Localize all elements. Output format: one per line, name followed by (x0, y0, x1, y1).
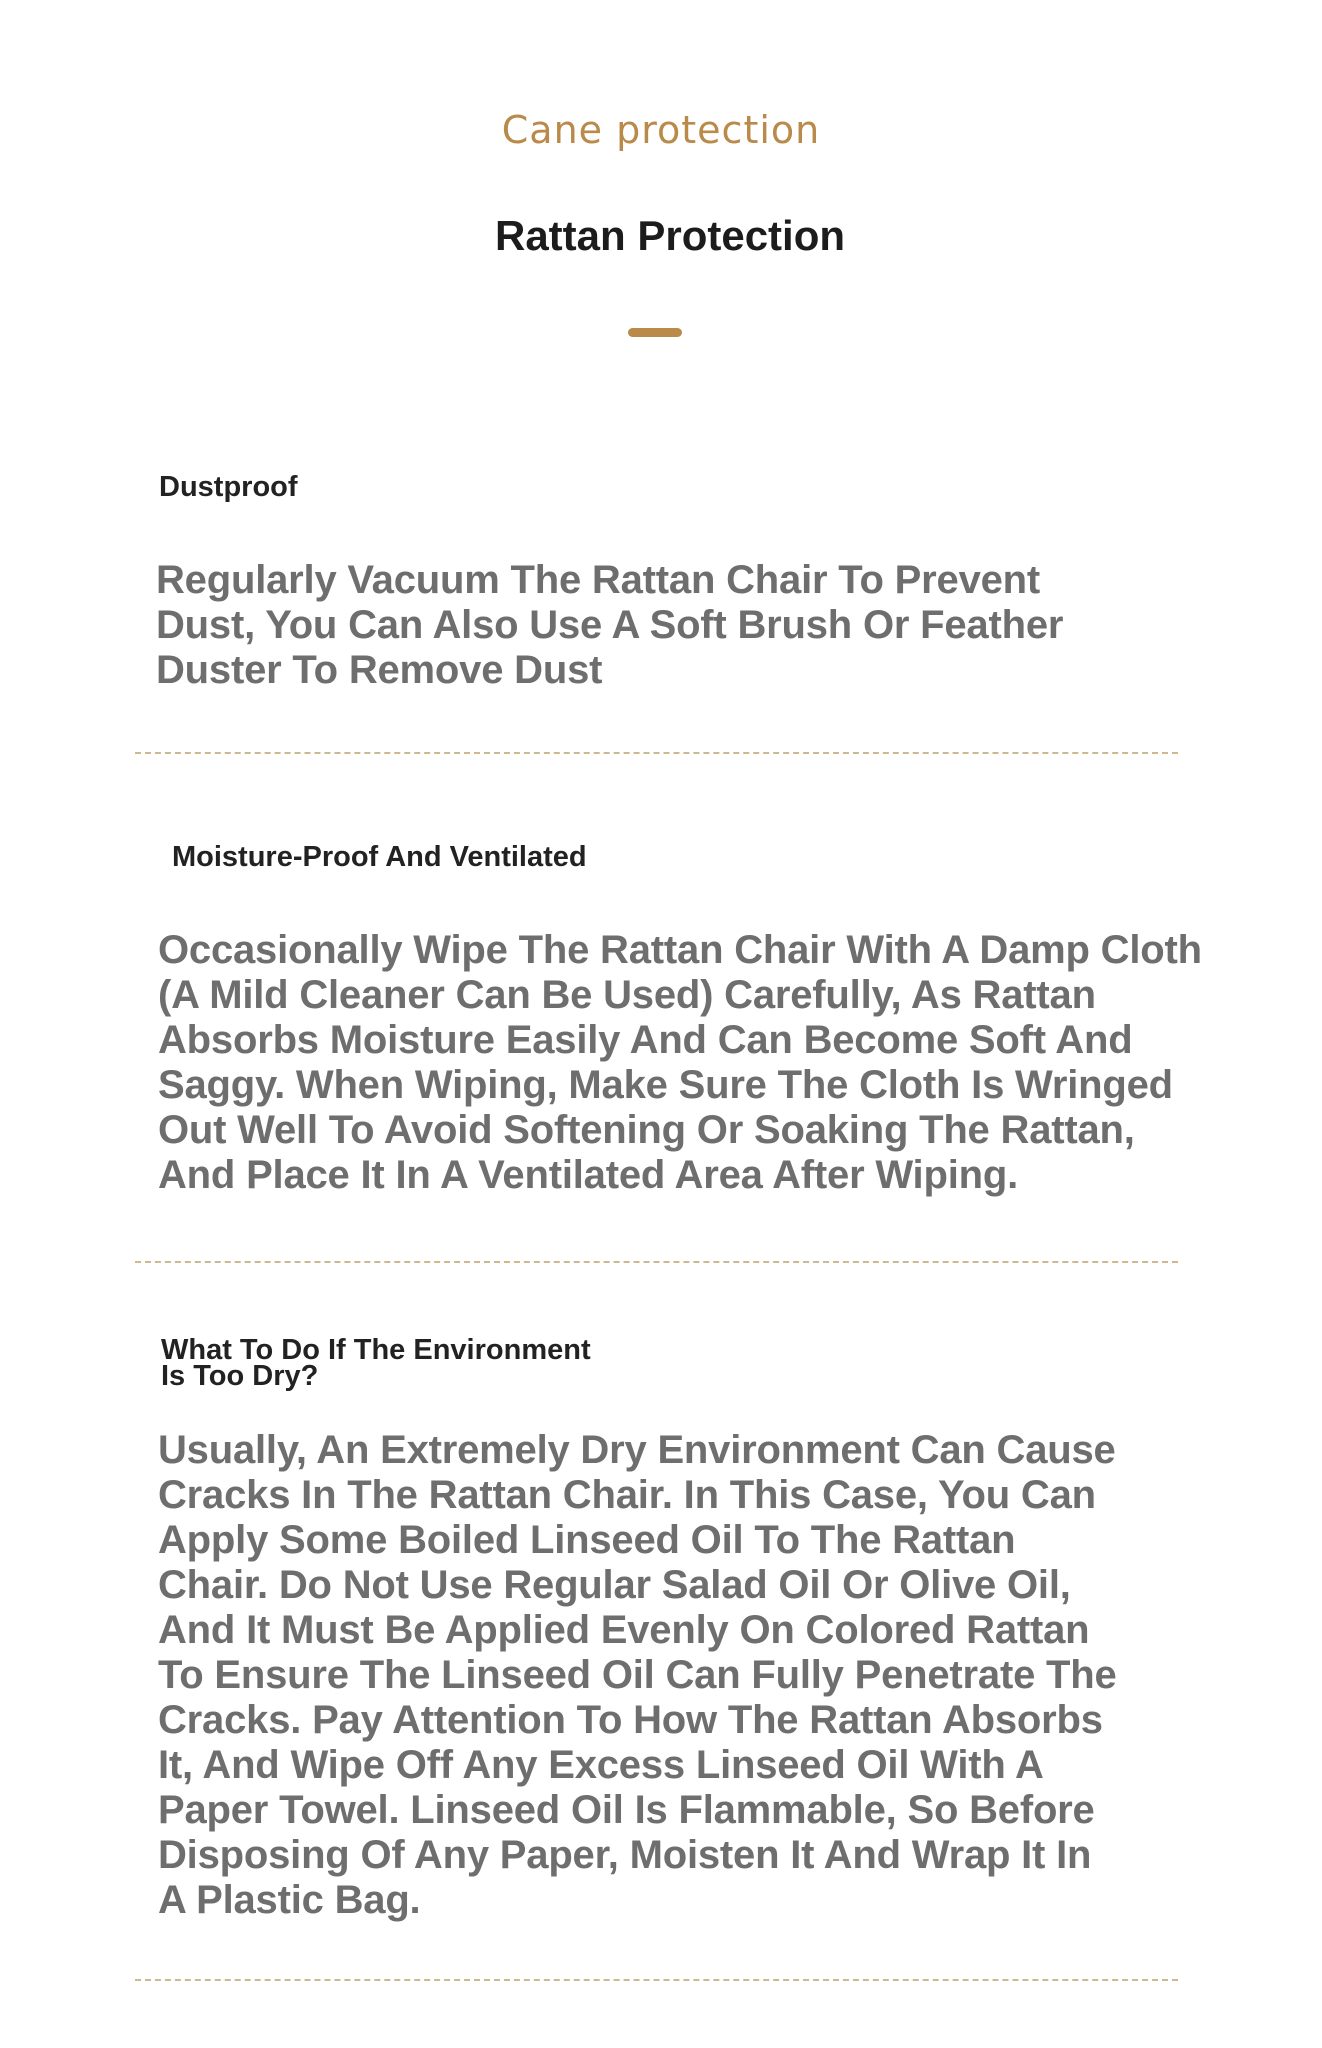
body-line: And Place It In A Ventilated Area After Wiping. (158, 1153, 1018, 1197)
body-line: It, And Wipe Off Any Excess Linseed Oil With A (158, 1743, 1044, 1787)
body-line: Cracks In The Rattan Chair. In This Case, You Can (158, 1473, 1096, 1517)
body-line: To Ensure The Linseed Oil Can Fully Penetrate The (158, 1653, 1117, 1697)
section-body-moisture-proof (158, 928, 1202, 1198)
body-line: And It Must Be Applied Evenly On Colored Rattan (158, 1608, 1090, 1652)
body-line: Chair. Do Not Use Regular Salad Oil Or Olive Oil, (158, 1563, 1071, 1607)
body-line: Paper Towel. Linseed Oil Is Flammable, So Before (158, 1788, 1095, 1832)
section-heading-moisture-proof: Moisture-Proof And Ventilated (172, 841, 587, 873)
body-line: Cracks. Pay Attention To How The Rattan Absorbs (158, 1698, 1103, 1742)
body-line: Occasionally Wipe The Rattan Chair With A Damp Cloth (158, 928, 1202, 972)
section-heading-dry-environment (161, 1334, 591, 1392)
body-line: Saggy. When Wiping, Make Sure The Cloth Is Wringed (158, 1063, 1173, 1107)
section-divider (135, 1261, 1178, 1263)
section-body-dustproof (156, 558, 1063, 693)
body-line: Disposing Of Any Paper, Moisten It And Wrap It In (158, 1833, 1092, 1877)
section-heading-dustproof: Dustproof (159, 471, 298, 503)
body-line: Out Well To Avoid Softening Or Soaking The Rattan, (158, 1108, 1135, 1152)
body-line: Absorbs Moisture Easily And Can Become Soft And (158, 1018, 1133, 1062)
body-line: Dust, You Can Also Use A Soft Brush Or Feather (156, 603, 1064, 647)
eyebrow-subtitle: Cane protection (501, 108, 821, 152)
body-line: (A Mild Cleaner Can Be Used) Carefully, As Rattan (158, 973, 1096, 1017)
body-line: Duster To Remove Dust (156, 648, 603, 692)
section-divider (135, 1979, 1178, 1981)
page-title: Rattan Protection (494, 212, 846, 259)
body-line: Usually, An Extremely Dry Environment Can Cause (158, 1428, 1116, 1472)
section-body-dry-environment (158, 1428, 1117, 1923)
heading-line: What To Do If The Environment (161, 1334, 591, 1366)
section-divider (135, 752, 1178, 754)
title-accent-bar (628, 328, 682, 337)
body-line: Apply Some Boiled Linseed Oil To The Rattan (158, 1518, 1016, 1562)
heading-line: Is Too Dry? (161, 1360, 319, 1392)
body-line: Regularly Vacuum The Rattan Chair To Prevent (156, 558, 1041, 602)
body-line: A Plastic Bag. (158, 1878, 421, 1922)
